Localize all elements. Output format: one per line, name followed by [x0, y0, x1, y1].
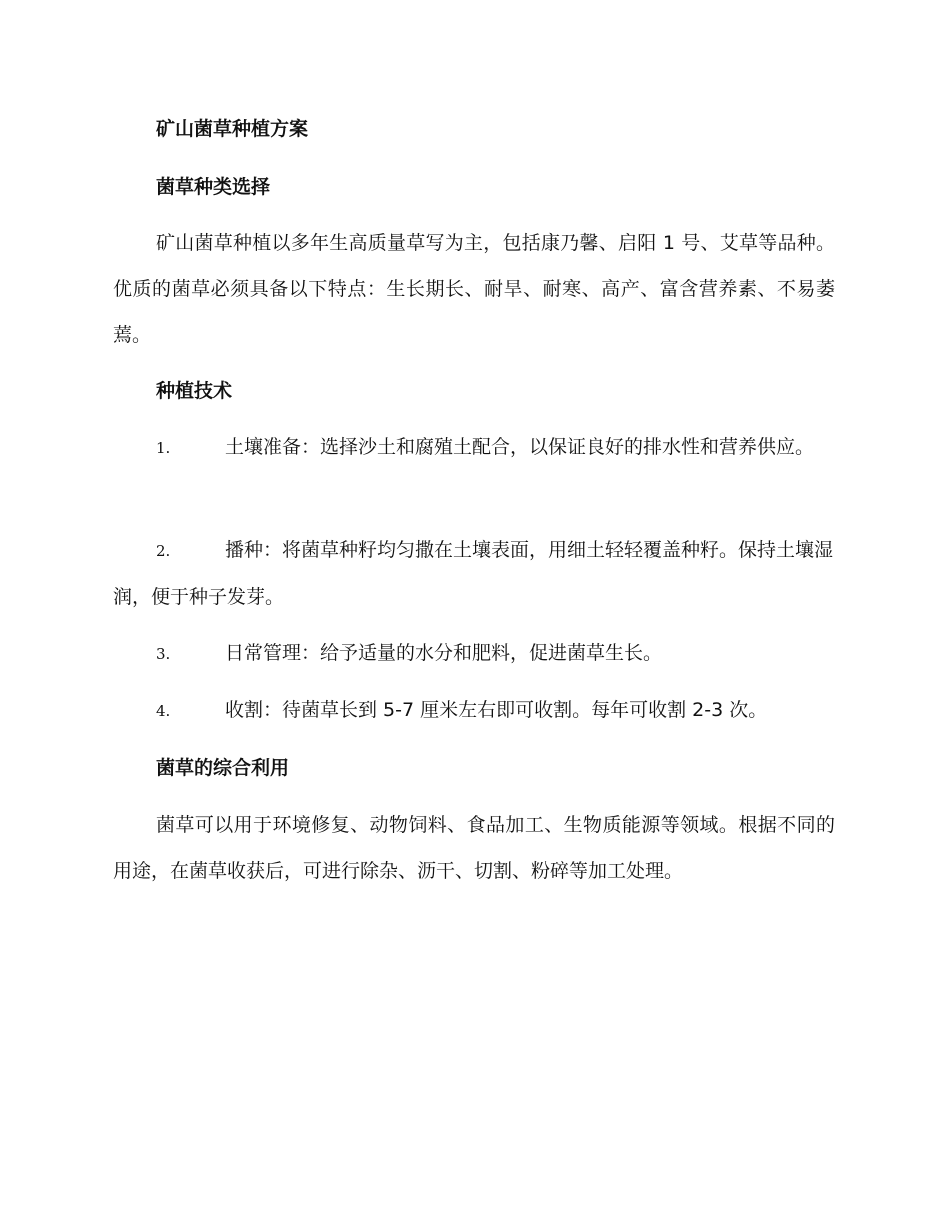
section-heading-utilization: 菌草的综合利用 [156, 757, 290, 779]
list-number: 1. [156, 439, 171, 457]
section-heading-species: 菌草种类选择 [156, 176, 271, 198]
utilization-paragraph: 菌草可以用于环境修复、动物饲料、食品加工、生物质能源等领域。根据不同的用途，在菌草收获后，可进行除杂、沥干、切割、粉碎等加工处理。 [113, 814, 835, 882]
list-number: 4. [156, 702, 171, 720]
list-item-text: 收割：待菌草长到 5-7 厘米左右即可收割。每年可收割 2-3 次。 [225, 699, 768, 721]
list-item [113, 687, 835, 734]
species-paragraph: 矿山菌草种植以多年生高质量草写为主，包括康乃馨、启阳 1 号、艾草等品种。优质的菌草必须具备以下特点：生长期长、耐旱、耐寒、高产、富含营养素、不易萎蔫。 [113, 232, 835, 346]
document-title: 矿山菌草种植方案 [156, 118, 309, 140]
list-item [113, 630, 835, 677]
list-number: 3. [156, 645, 171, 663]
section-heading-techniques: 种植技术 [156, 380, 233, 402]
list-number: 2. [156, 542, 171, 560]
list-item-text: 播种：将菌草种籽均匀撒在土壤表面，用细土轻轻覆盖种籽。保持土壤湿润，便于种子发芽。 [113, 539, 834, 608]
list-item-text: 日常管理：给予适量的水分和肥料，促进菌草生长。 [225, 642, 663, 664]
list-item [113, 424, 835, 471]
list-item [113, 527, 835, 620]
list-item-text: 土壤准备：选择沙土和腐殖土配合，以保证良好的排水性和营养供应。 [225, 436, 815, 458]
